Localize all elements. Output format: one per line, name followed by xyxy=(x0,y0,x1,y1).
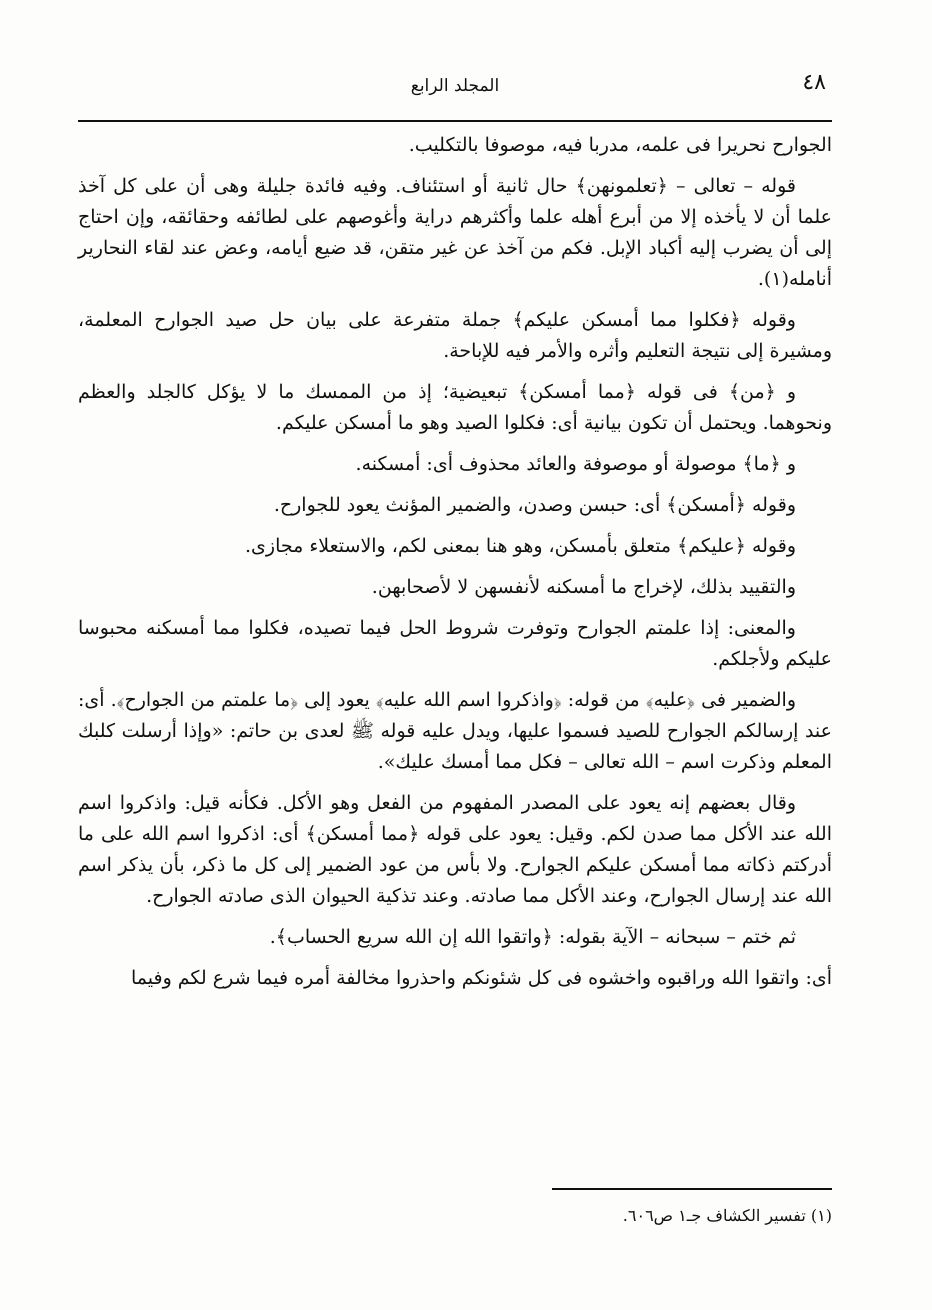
paragraph: الجوارح نحريرا فى علمه، مدربا فيه، موصوفا بالتكليب. xyxy=(408,134,832,156)
paragraph: وقوله ﴿عليكم﴾ متعلق بأمسكن، وهو هنا بمعنى لكم، والاستعلاء مجازى. xyxy=(245,535,796,557)
paragraph: و ﴿من﴾ فى قوله ﴿مما أمسكن﴾ تبعيضية؛ إذ من الممسك ما لا يؤكل كالجلد والعظم ونحوهما. ويحتمل أن تكون بيانية أى: فكلوا الصيد وهو ما أمسكن عليكم. xyxy=(78,381,832,434)
paragraph: وقال بعضهم إنه يعود على المصدر المفهوم من الفعل وهو الأكل. فكأنه قيل: واذكروا اسم الله عند الأكل مما صدن لكم. وقيل: يعود على قوله ﴿مما أمسكن﴾ أى: اذكروا اسم الله على ما أدركتم ذكاته مما أمسكن عليكم الجوارح. ولا بأس من عود الضمير إلى كل ما ذكر، بأن يذكر اسم الله عند إرسال الجوارح، وعند الأكل مما صادته. وعند تذكية الحيوان الذى صادته الجوارح. xyxy=(78,792,832,907)
footnote: (١) تفسير الكشاف جـ١ ص٦٠٦. xyxy=(622,1206,832,1225)
paragraph: و ﴿ما﴾ موصولة أو موصوفة والعائد محذوف أى: أمسكنه. xyxy=(355,453,796,475)
paragraph: وقوله ﴿فكلوا مما أمسكن عليكم﴾ جملة متفرعة على بيان حل صيد الجوارح المعلمة، ومشيرة إلى نتيجة التعليم وأثره والأمر فيه للإباحة. xyxy=(78,309,832,362)
paragraph: والتقييد بذلك، لإخراج ما أمسكنه لأنفسهن لا لأصحابهن. xyxy=(371,576,796,598)
page-header xyxy=(78,60,832,96)
page-number: ٤٨ xyxy=(802,70,826,95)
header-divider xyxy=(78,120,832,122)
paragraph: ثم ختم – سبحانه – الآية بقوله: ﴿واتقوا الله إن الله سريع الحساب﴾. xyxy=(269,926,796,948)
paragraph: والمعنى: إذا علمتم الجوارح وتوفرت شروط الحل فيما تصيده، فكلوا مما أمسكنه محبوسا عليكم ولأجلكم. xyxy=(78,617,832,670)
body-text xyxy=(78,130,832,1004)
footnote-divider xyxy=(552,1188,832,1190)
page xyxy=(78,60,832,1225)
running-title: المجلد الرابع xyxy=(410,76,500,96)
paragraph: قوله – تعالى – ﴿تعلمونهن﴾ حال ثانية أو استئناف. وفيه فائدة جليلة وهى أن على كل آخذ علما أن لا يأخذه إلا من أبرع أهله علما وأكثرهم دراية وأغوصهم على لطائفه وحقائقه، وإن احتاج إلى أن يضرب إليه أكباد الإبل. فكم من آخذ عن غير متقن، قد ضيع أيامه، وعض عند لقاء النحارير أنامله(١). xyxy=(78,175,832,290)
paragraph: والضمير فى ﴿عليه﴾ من قوله: ﴿واذكروا اسم الله عليه﴾ يعود إلى ﴿ما علمتم من الجوارح﴾. أى: عند إرسالكم الجوارح للصيد فسموا عليها، ويدل عليه قوله ﷺ لعدى بن حاتم: «وإذا أرسلت كلبك المعلم وذكرت اسم – الله تعالى – فكل مما أمسك عليك». xyxy=(78,689,832,773)
paragraph: أى: واتقوا الله وراقبوه واخشوه فى كل شئونكم واحذروا مخالفة أمره فيما شرع لكم وفيما xyxy=(130,967,832,989)
paragraph: وقوله ﴿أمسكن﴾ أى: حبسن وصدن، والضمير المؤنث يعود للجوارح. xyxy=(273,494,796,516)
